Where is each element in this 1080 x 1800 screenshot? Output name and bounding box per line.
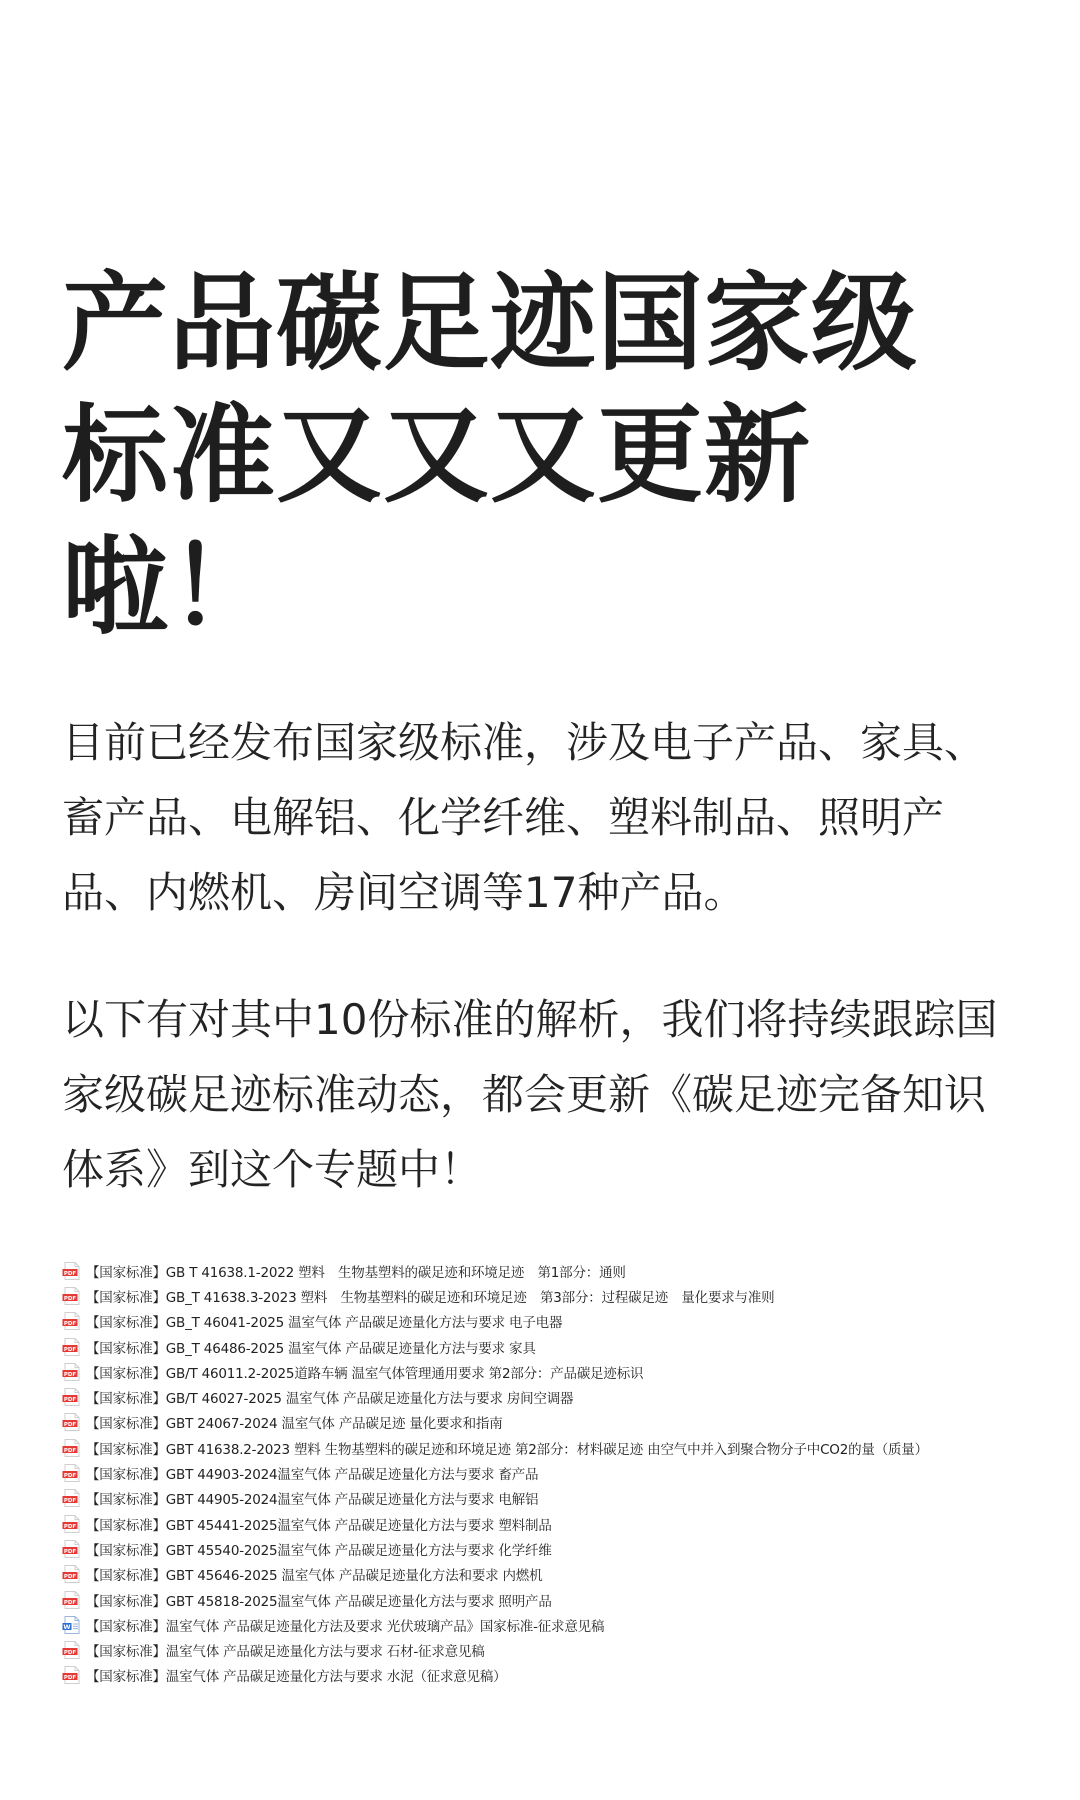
file-list-item[interactable] (62, 1435, 1022, 1460)
word-icon (62, 1616, 81, 1634)
svg-text:PDF: PDF (63, 1675, 77, 1682)
analysis-line-1: 以下有对其中10份标准的解析，我们将持续跟踪国 (62, 995, 998, 1044)
file-name: 【国家标准】GBT 44905-2024温室气体 产品碳足迹量化方法与要求 电解铝 (86, 1492, 539, 1509)
file-name: 【国家标准】GBT 41638.2-2023 塑料 生物基塑料的碳足迹和环境足迹 第2部分：材料碳足迹 由空气中并入到聚合物分子中CO2的量（质量） (86, 1441, 928, 1458)
file-list-item[interactable] (62, 1283, 1022, 1308)
svg-text:PDF: PDF (63, 1498, 77, 1505)
pdf-icon (62, 1540, 81, 1558)
file-name: 【国家标准】GB_T 41638.3-2023 塑料 生物基塑料的碳足迹和环境足迹 第3部分：过程碳足迹 量化要求与准则 (86, 1289, 775, 1306)
pdf-icon (62, 1666, 81, 1684)
pdf-icon (62, 1641, 81, 1659)
intro-line-1: 目前已经发布国家级标准，涉及电子产品、家具、 (62, 718, 987, 767)
svg-text:PDF: PDF (63, 1295, 77, 1302)
file-name: 【国家标准】GBT 45441-2025温室气体 产品碳足迹量化方法与要求 塑料制品 (86, 1517, 552, 1534)
file-list-item[interactable] (62, 1359, 1022, 1384)
intro-line-3: 品、内燃机、房间空调等17种产品。 (62, 868, 746, 917)
svg-text:PDF: PDF (63, 1321, 77, 1328)
file-name: 【国家标准】GB/T 46011.2-2025道路车辆 温室气体管理通用要求 第2部分：产品碳足迹标识 (86, 1365, 644, 1382)
file-list-item[interactable] (62, 1460, 1022, 1485)
file-list-item[interactable] (62, 1309, 1022, 1334)
file-name: 【国家标准】GB T 41638.1-2022 塑料 生物基塑料的碳足迹和环境足迹 第1部分：通则 (86, 1264, 626, 1281)
svg-text:PDF: PDF (63, 1472, 77, 1479)
analysis-line-2: 家级碳足迹标准动态，都会更新《碳足迹完备知识 (62, 1070, 987, 1119)
file-name: 【国家标准】GBT 45540-2025温室气体 产品碳足迹量化方法与要求 化学纤维 (86, 1542, 552, 1559)
file-list-item[interactable] (62, 1511, 1022, 1536)
pdf-icon (62, 1388, 81, 1406)
file-list-item[interactable] (62, 1562, 1022, 1587)
file-name: 【国家标准】温室气体 产品碳足迹量化方法及要求 光伏玻璃产品》国家标准-征求意见稿 (86, 1618, 605, 1635)
standards-file-list (62, 1258, 1022, 1688)
svg-text:PDF: PDF (63, 1371, 77, 1378)
pdf-icon (62, 1565, 81, 1583)
headline-line-3: 啦！ (62, 526, 276, 649)
intro-paragraph (62, 705, 1022, 930)
svg-text:PDF: PDF (63, 1396, 77, 1403)
pdf-icon (62, 1464, 81, 1482)
analysis-paragraph (62, 982, 1022, 1207)
file-list-item[interactable] (62, 1334, 1022, 1359)
pdf-icon (62, 1413, 81, 1431)
pdf-icon (62, 1262, 81, 1280)
file-name: 【国家标准】GB_T 46041-2025 温室气体 产品碳足迹量化方法与要求 电子电器 (86, 1315, 563, 1332)
svg-text:PDF: PDF (63, 1447, 77, 1454)
file-list-item[interactable] (62, 1384, 1022, 1409)
file-list-item[interactable] (62, 1258, 1022, 1283)
file-list-item[interactable] (62, 1637, 1022, 1662)
svg-text:PDF: PDF (63, 1548, 77, 1555)
file-name: 【国家标准】GB_T 46486-2025 温室气体 产品碳足迹量化方法与要求 家具 (86, 1340, 536, 1357)
svg-text:PDF: PDF (63, 1574, 77, 1581)
file-name: 【国家标准】GBT 44903-2024温室气体 产品碳足迹量化方法与要求 畜产品 (86, 1467, 539, 1484)
headline-line-2: 标准又又又更新 (62, 394, 811, 517)
page-headline (62, 258, 962, 654)
pdf-icon (62, 1287, 81, 1305)
file-list-item[interactable] (62, 1536, 1022, 1561)
file-name: 【国家标准】GBT 45646-2025 温室气体 产品碳足迹量化方法和要求 内燃机 (86, 1568, 543, 1585)
file-list-item[interactable] (62, 1663, 1022, 1688)
file-name: 【国家标准】GBT 45818-2025温室气体 产品碳足迹量化方法与要求 照明产品 (86, 1593, 552, 1610)
svg-text:PDF: PDF (63, 1523, 77, 1530)
svg-text:PDF: PDF (63, 1649, 77, 1656)
svg-text:W: W (63, 1622, 71, 1631)
intro-line-2: 畜产品、电解铝、化学纤维、塑料制品、照明产 (62, 793, 945, 842)
svg-text:PDF: PDF (63, 1599, 77, 1606)
file-name: 【国家标准】GB/T 46027-2025 温室气体 产品碳足迹量化方法与要求 房间空调器 (86, 1391, 574, 1408)
headline-line-1: 产品碳足迹国家级 (62, 262, 918, 385)
pdf-icon (62, 1439, 81, 1457)
analysis-line-3: 体系》到这个专题中！ (62, 1145, 483, 1194)
file-list-item[interactable] (62, 1486, 1022, 1511)
file-name: 【国家标准】温室气体 产品碳足迹量化方法与要求 石材-征求意见稿 (86, 1644, 485, 1661)
pdf-icon (62, 1515, 81, 1533)
svg-text:PDF: PDF (63, 1270, 77, 1277)
file-list-item[interactable] (62, 1587, 1022, 1612)
svg-text:PDF: PDF (63, 1346, 77, 1353)
pdf-icon (62, 1591, 81, 1609)
pdf-icon (62, 1489, 81, 1507)
pdf-icon (62, 1312, 81, 1330)
file-list-item[interactable] (62, 1410, 1022, 1435)
pdf-icon (62, 1338, 81, 1356)
pdf-icon (62, 1363, 81, 1381)
file-name: 【国家标准】温室气体 产品碳足迹量化方法与要求 水泥（征求意见稿） (86, 1669, 507, 1686)
file-list-item[interactable] (62, 1612, 1022, 1637)
file-name: 【国家标准】GBT 24067-2024 温室气体 产品碳足迹 量化要求和指南 (86, 1416, 503, 1433)
svg-text:PDF: PDF (63, 1422, 77, 1429)
